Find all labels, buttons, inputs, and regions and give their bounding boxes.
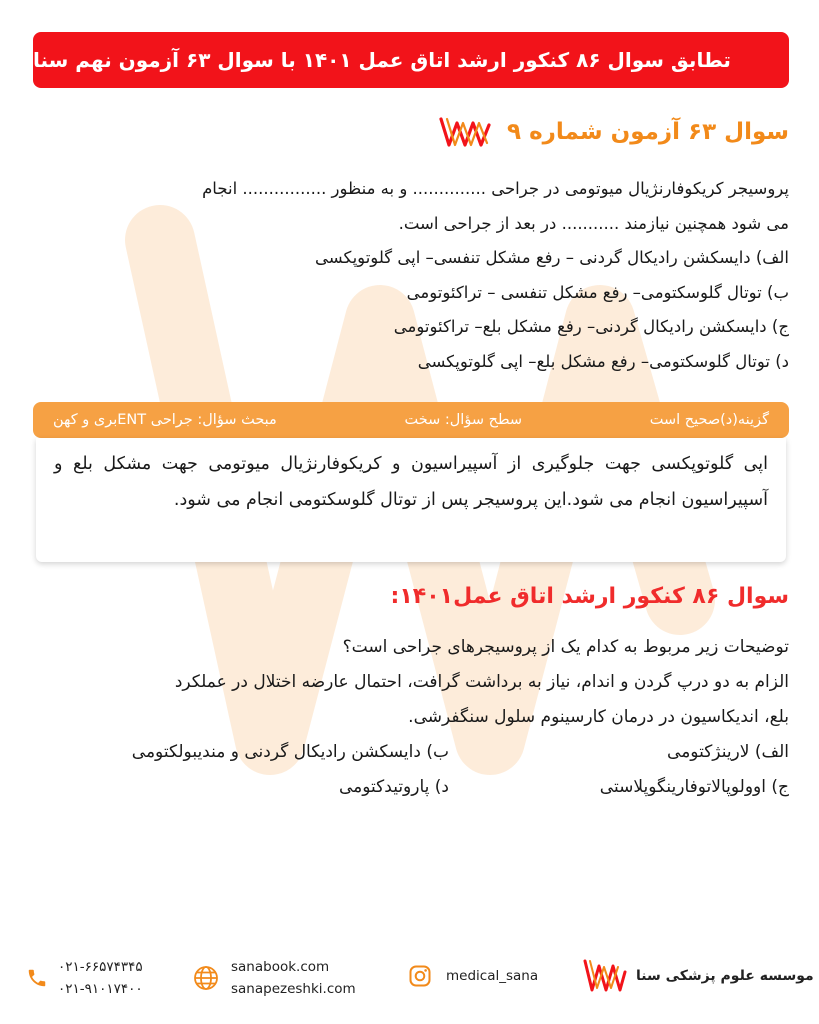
footer-websites [193,956,356,1000]
instagram-handle[interactable]: medical_sana [446,968,539,984]
question-63-option-a: الف) دایسکشن رادیکال گردنی – رفع مشکل تنفسی– اپی گلوتوپکسی [315,248,789,267]
question-63-header [437,112,789,152]
phone-icon [26,967,48,989]
phone-number-2[interactable]: ۰۲۱-۹۱۰۱۷۴۰۰ [58,981,143,997]
answer-meta-bar [33,402,789,438]
banner-title: تطابق سوال ۸۶ کنکور ارشد اتاق عمل ۱۴۰۱ با سوال ۶۳ آزمون نهم سنا [33,48,731,72]
question-63-stem-line-1: پروسیجر کریکوفارنژیال میوتومی در جراحی .............. و به منظور ................ انجام [202,179,789,198]
footer-brand [582,958,814,994]
question-86-option-c: ج) اوولوپالاتوفارینگوپلاستی [599,777,789,797]
question-86-heading: سوال ۸۶ کنکور ارشد اتاق عمل۱۴۰۱: [390,584,789,609]
sana-logo-icon [582,958,628,994]
question-86-desc-line-1: الزام به دو درپ گردن و اندام، نیاز به برداشت گرافت، احتمال عارضه اختلال در عملکرد [174,672,789,692]
question-63-option-c: ج) دایسکشن رادیکال گردنی– رفع مشکل بلع– تراکئوتومی [393,317,789,336]
question-63-option-d: د) توتال گلوسکتومی– رفع مشکل بلع– اپی گلوتوپکسی [417,351,789,371]
question-86-option-a: الف) لارینژکتومی [667,742,789,762]
phone-number-1[interactable]: ۰۲۱-۶۶۵۷۴۳۴۵ [58,959,143,975]
website-link-1[interactable]: sanabook.com [231,959,330,975]
question-63-stem-line-2: می شود همچنین نیازمند ........... در بعد از جراحی است. [398,213,789,233]
globe-icon [193,965,219,991]
question-63-heading: سوال ۶۳ آزمون شماره ۹ [507,119,789,145]
website-link-2[interactable]: sanapezeshki.com [231,981,356,997]
question-86-options-row-2 [29,770,789,805]
sana-logo-icon [437,115,495,149]
question-86-desc-line-2: بلع، اندیکاسیون در درمان کارسینوم سلول سنگفرشی. [408,707,789,727]
title-banner [33,32,789,88]
question-63-option-b: ب) توتال گلوسکتومی– رفع مشکل تنفسی – تراکئوتومی [406,282,789,302]
question-63-body [29,172,789,379]
topic-label: مبحث سؤال: جراحی ENTبری و کهن [53,412,277,428]
question-86-options-row-1 [29,735,789,770]
explanation-box [36,438,786,562]
difficulty-label: سطح سؤال: سخت [404,412,522,428]
question-86-option-d: د) پاروتیدکتومی [338,777,449,797]
footer [0,950,819,1010]
instagram-icon [408,964,432,988]
explanation-text: اپی گلوتوپکسی جهت جلوگیری از آسپیراسیون و کریکوفارنژیال میوتومی جهت مشکل بلع و آسپیراسیون انجام می شود.این پروسیجر پس از توتال گلوسکتومی انجام می شود. [54,454,768,510]
correct-answer-label: گزینه(د)صحیح است [649,412,769,428]
footer-instagram [408,964,538,988]
question-86-option-b: ب) دایسکشن رادیکال گردنی و مندیبولکتومی [131,742,449,762]
question-86-body [29,630,789,805]
brand-name: موسسه علوم پزشکی سنا [636,968,814,984]
question-86-stem: توضیحات زیر مربوط به کدام یک از پروسیجرهای جراحی است؟ [342,637,789,657]
footer-phone [26,956,143,1000]
